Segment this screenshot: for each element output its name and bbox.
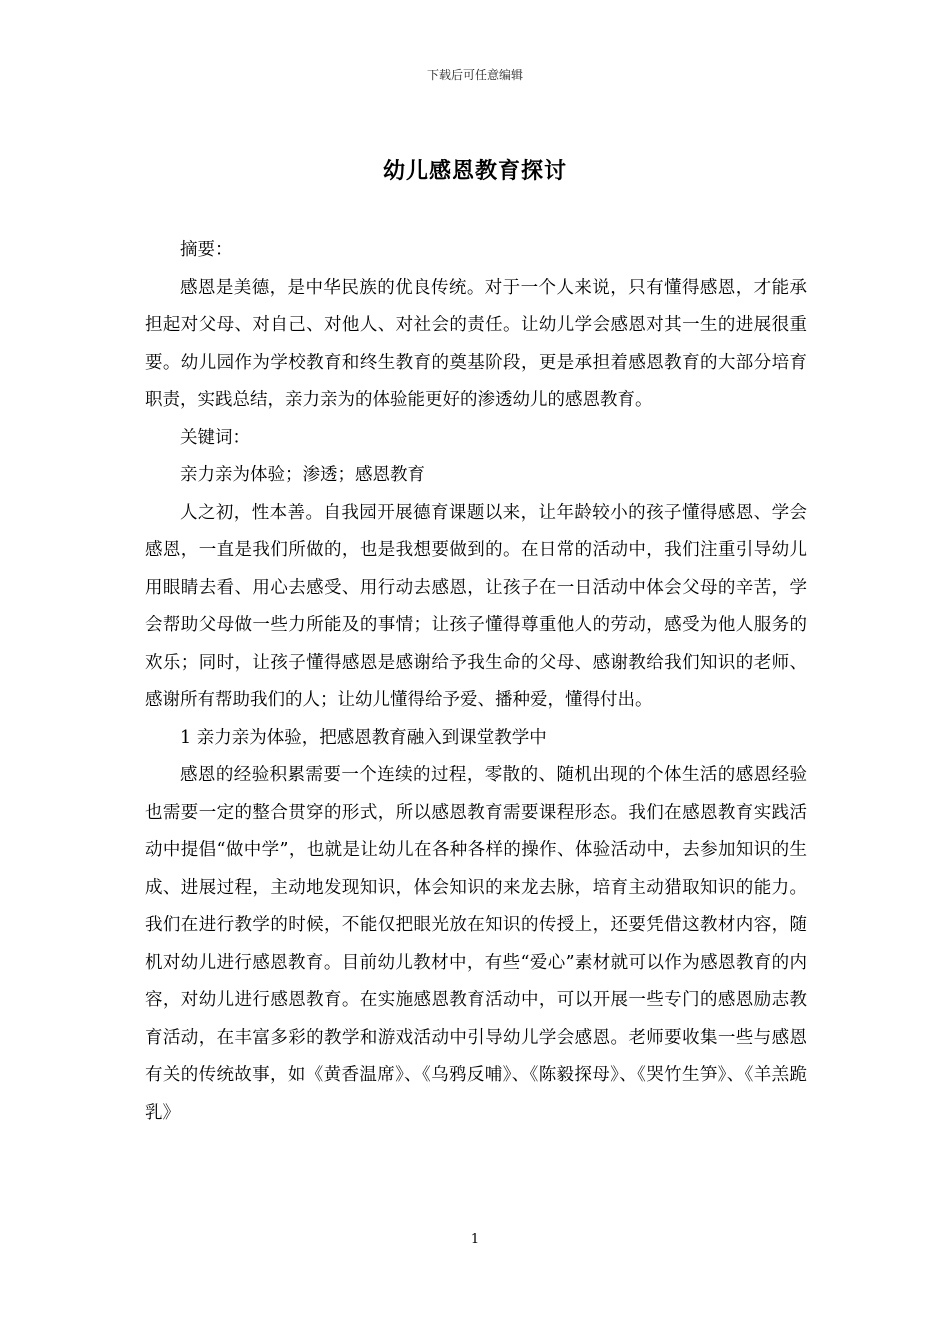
section-1-paragraph: 感恩的经验积累需要一个连续的过程，零散的、随机出现的个体生活的感恩经验也需要一定的整合贯穿的形式，所以感恩教育需要课程形态。我们在感恩教育实践活动中提倡“做中学”，也就是让幼儿在各种各样的操作、体验活动中，去参加知识的生成、进展过程，主动地发现知识，体会知识的来龙去脉，培育主动猎取知识的能力。我们在进行教学的时候，不能仅把眼光放在知识的传授上，还要凭借这教材内容，随机对幼儿进行感恩教育。目前幼儿教材中，有些“爱心”素材就可以作为感恩教育的内容，对幼儿进行感恩教育。在实施感恩教育活动中，可以开展一些专门的感恩励志教育活动，在丰富多彩的教学和游戏活动中引导幼儿学会感恩。老师要收集一些与感恩有关的传统故事，如《黄香温席》、《乌鸦反哺》、《陈毅探母》、《哭竹生笋》、《羊羔跪乳》	[145, 765, 807, 1123]
abstract-label: 摘要：	[180, 240, 233, 260]
document-title: 幼儿感恩教育探讨	[382, 158, 567, 184]
document-body	[145, 232, 807, 1132]
keywords-label: 关键词：	[180, 427, 250, 448]
abstract-paragraph: 感恩是美德，是中华民族的优良传统。对于一个人来说，只有懂得感恩，才能承担起对父母、对自己、对他人、对社会的责任。让幼儿学会感恩对其一生的进展很重要。幼儿园作为学校教育和终生教育的奠基阶段，更是承担着感恩教育的大部分培育职责，实践总结，亲力亲为的体验能更好的渗透幼儿的感恩教育。	[145, 277, 807, 410]
keywords-paragraph: 亲力亲为体验；渗透；感恩教育	[180, 465, 425, 485]
header-note: 下载后可任意编辑	[426, 68, 523, 82]
page-number: 1	[470, 1232, 480, 1247]
intro-paragraph: 人之初，性本善。自我园开展德育课题以来，让年龄较小的孩子懂得感恩、学会感恩，一直是我们所做的，也是我想要做到的。在日常的活动中，我们注重引导幼儿用眼睛去看、用心去感受、用行动去感恩，让孩子在一日活动中体会父母的辛苦，学会帮助父母做一些力所能及的事情；让孩子懂得尊重他人的劳动，感受为他人服务的欢乐；同时，让孩子懂得感恩是感谢给予我生命的父母、感谢教给我们知识的老师、感谢所有帮助我们的人；让幼儿懂得给予爱、播种爱，懂得付出。	[145, 502, 807, 710]
section-1-heading: 1 亲力亲为体验，把感恩教育融入到课堂教学中	[180, 727, 547, 748]
